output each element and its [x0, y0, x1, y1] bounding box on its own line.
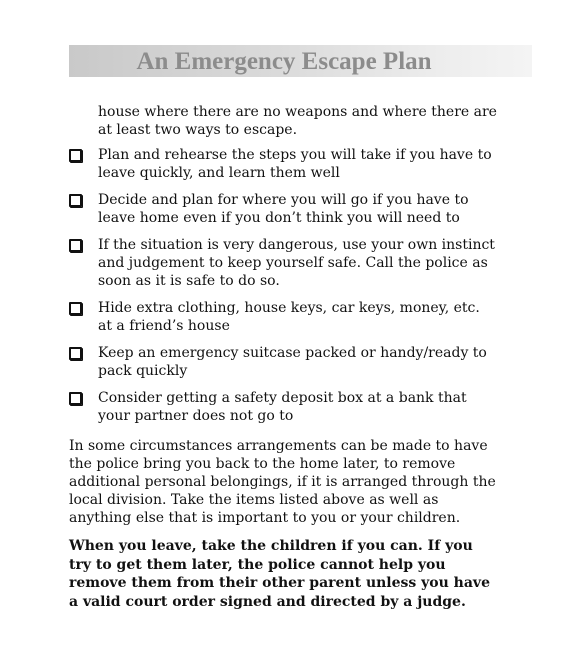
checkbox-icon	[69, 149, 82, 162]
checkbox-icon	[69, 347, 82, 360]
arrangements-paragraph: In some circumstances arrangements can be made to have the police bring you back to the home later, to remove additional personal belongings, if it is arranged through the local division. Take the items listed above as well as anything else that is important to you or your children.	[69, 438, 496, 526]
title-banner	[69, 45, 532, 77]
checklist-item	[68, 299, 498, 335]
checklist-item	[68, 146, 498, 182]
children-warning-paragraph: When you leave, take the children if you can. If you try to get them later, the police cannot help you remove them from their other parent unless you have a valid court order signed and directed by a judge.	[69, 538, 490, 610]
checklist-item-text: Hide extra clothing, house keys, car keys, money, etc. at a friend’s house	[98, 300, 480, 334]
checkbox-icon	[69, 194, 82, 207]
checklist-item-text: If the situation is very dangerous, use your own instinct and judgement to keep yourself safe. Call the police as soon as it is safe to do so.	[98, 237, 495, 289]
checkbox-icon	[69, 302, 82, 315]
checklist	[68, 146, 498, 434]
checklist-item-text: Consider getting a safety deposit box at a bank that your partner does not go to	[98, 390, 467, 424]
checklist-item	[68, 389, 498, 425]
checkbox-icon	[69, 392, 82, 405]
checklist-item	[68, 344, 498, 380]
continued-text: house where there are no weapons and where there are at least two ways to escape.	[98, 104, 497, 138]
checklist-item	[68, 236, 498, 290]
checkbox-icon	[69, 239, 82, 252]
checklist-item-text: Plan and rehearse the steps you will take if you have to leave quickly, and learn them well	[98, 147, 492, 181]
checklist-item	[68, 191, 498, 227]
checklist-item-text: Keep an emergency suitcase packed or handy/ready to pack quickly	[98, 345, 487, 379]
page-title: An Emergency Escape Plan	[136, 48, 432, 75]
checklist-item-text: Decide and plan for where you will go if you have to leave home even if you don’t think you will need to	[98, 192, 469, 226]
